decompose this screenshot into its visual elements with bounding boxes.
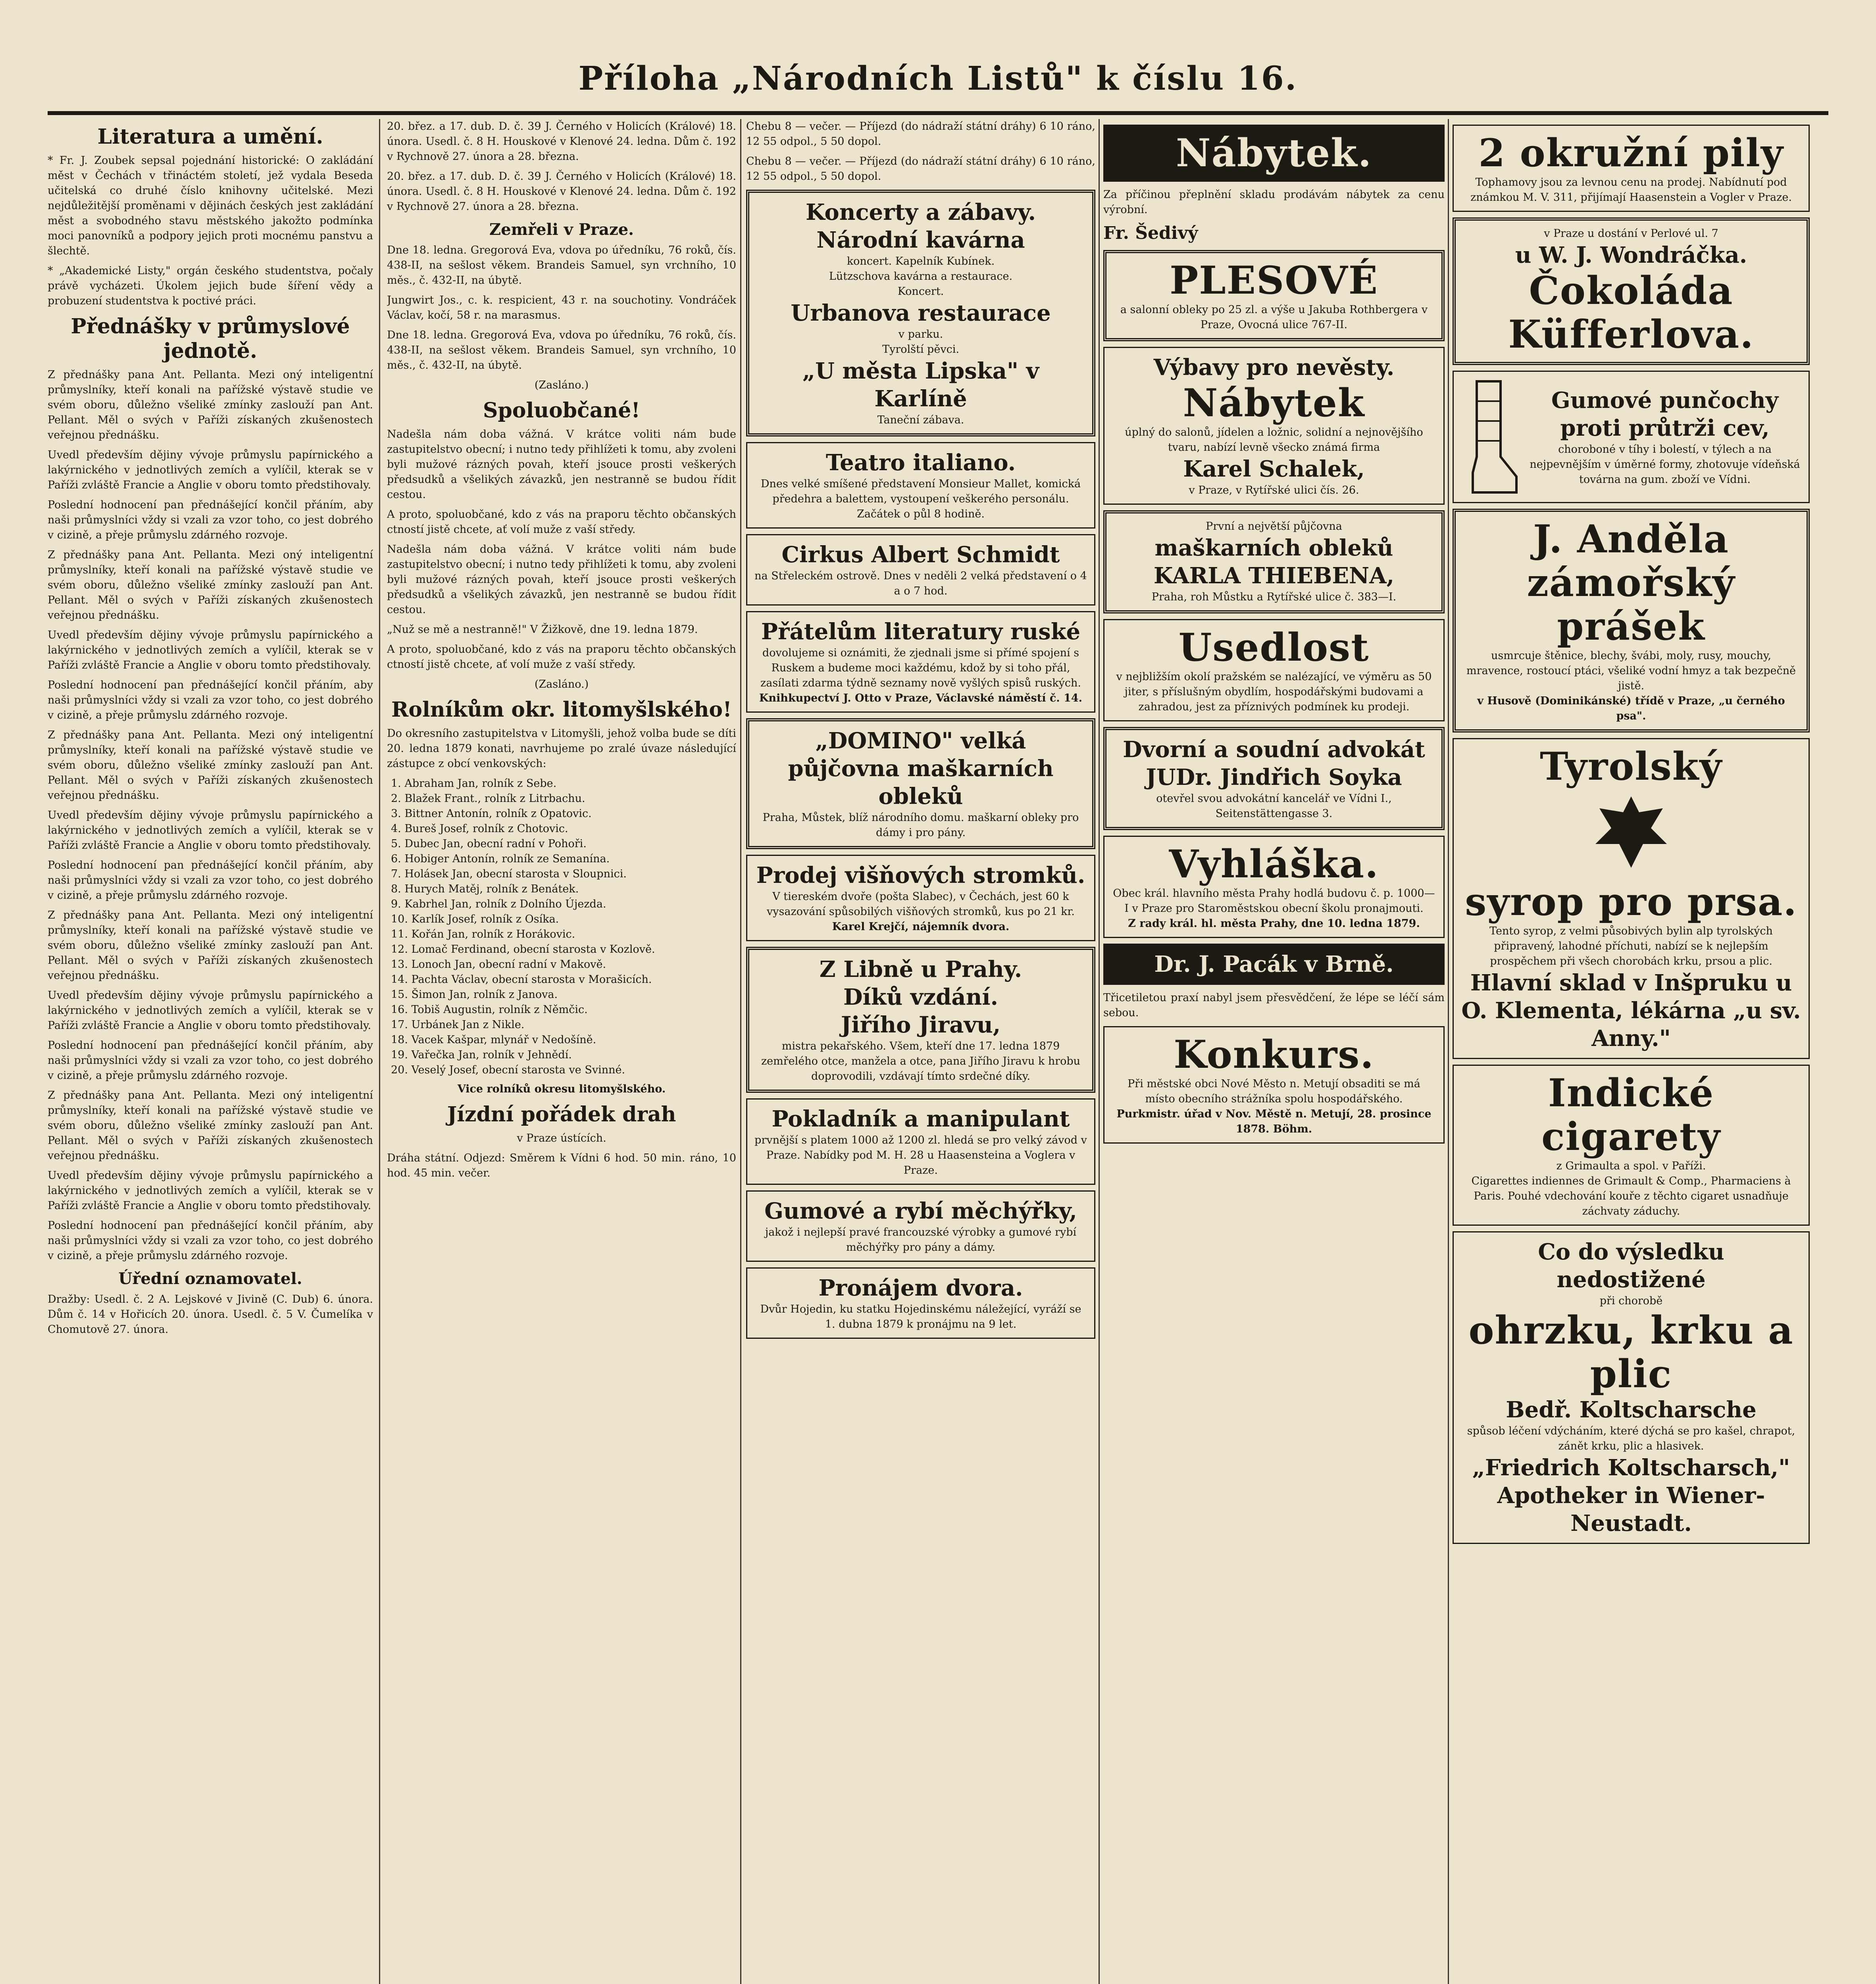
ad-notice	[1103, 836, 1445, 938]
article-paragraph: Uvedl především dějiny vývoje průmyslu papírnického a lakýrnického v jednotlivých zemích a vylíčil, kterak se v Paříži zvláště Francie a Anglie v oboru tomto předstihovaly.	[48, 809, 373, 852]
ad-body	[1528, 386, 1801, 487]
ad-text: Dvůr Hojedin, ku statku Hojedinskému náležející, vyráží se 1. dubna 1879 k pronájmu na 9 let.	[760, 1303, 1081, 1330]
ad-text: Cigarettes indiennes de Grimault & Comp., Pharmaciens à Paris. Pouhé vdechování kouře z těchto cigaret usnadňuje záchvaty záduchy.	[1471, 1175, 1791, 1217]
ad-text: dovolujeme si oznámiti, že zjednali jsme si přímé spojení s Ruskem a budeme moci každému, kdož by si toho přál, zasílati zdarma týdně seznamy nově vyšlých spisů ruských.	[760, 647, 1081, 689]
ad-line: v Praze u dostání v Perlové ul. 7	[1544, 227, 1718, 240]
ad-line: Čokoláda	[1529, 268, 1734, 313]
ad-tyrol-syrup	[1453, 738, 1810, 1059]
ad-sign: Hlavní sklad v Inšpruku u O. Klementa, lékárna „u sv. Anny."	[1461, 970, 1801, 1052]
ad-line: Koncert.	[897, 285, 944, 298]
ad-title: Co do výsledku nedostižené	[1538, 1239, 1724, 1293]
ad-inhalation	[1453, 1231, 1810, 1544]
article-paragraph: Uvedl především dějiny vývoje průmyslu papírnického a lakýrnického v jednotlivých zemích a vylíčil, kterak se v Paříži zvláště Francie a Anglie v oboru tomto předstihovaly.	[48, 989, 373, 1032]
ad-ball-dresses	[1103, 250, 1445, 341]
ad-sign: Purkmistr. úřad v Nov. Městě n. Metují, 28. prosince 1878. Böhm.	[1116, 1108, 1432, 1135]
ad-text: Třicetiletou praxí nabyl jsem přesvědčení, že lépe se léčí sám sebou.	[1103, 992, 1445, 1019]
list-item: 2. Blažek Frant., rolník z Litrbachu.	[391, 792, 585, 805]
ad-sign: Fr. Šedivý	[1103, 223, 1198, 243]
article-paragraph: „Nuž se mě a nestranně!" V Žižkově, dne 19. ledna 1879.	[387, 623, 698, 636]
ad-sign: „Friedrich Koltscharsch," Apotheker in Wiener-Neustadt.	[1472, 1455, 1790, 1536]
column-2	[387, 119, 736, 1984]
ad-text: Obec král. hlavního města Prahy hodlá budovu č. p. 1000—I v Praze pro Staroměstskou obecní školu pronajmouti.	[1113, 887, 1435, 915]
ad-text: Při městské obci Nové Město n. Metují obsaditi se má místo obecního strážníka spolu hospodářského.	[1128, 1078, 1420, 1105]
column-5	[1453, 119, 1810, 1984]
ad-subtitle: při chorobě	[1599, 1295, 1663, 1307]
ad-stockings	[1453, 371, 1810, 503]
ad-title: J. Anděla zámořský prášek	[1527, 517, 1736, 649]
ad-title: Pokladník a manipulant	[772, 1106, 1070, 1132]
ad-text: spůsob léčení vdýcháním, které dýchá se pro kašel, chrapot, zánět krku, plic a hlasivek.	[1467, 1425, 1795, 1452]
column-divider	[1099, 119, 1100, 1984]
ad-title: „DOMINO" velká půjčovna maškarních obleků	[788, 728, 1054, 809]
ad-text: mistra pekařského. Všem, kteří dne 17. ledna 1879 zemřelého otce, manžela a otce, pana Jiřího Jiravu k hrobu doprovodili, vzdávají tímto srdečné díky.	[761, 1040, 1081, 1082]
ad-cashier	[746, 1098, 1095, 1185]
article-paragraph: Chebu 8 — večer. — Příjezd (do nádraží státní dráhy) 6 10 ráno, 12 55 odpol., 5 50 dopol.	[746, 120, 1095, 148]
list-item: 3. Bittner Antonín, rolník z Opatovic.	[391, 807, 592, 820]
section-heading-deaths: Zemřeli v Praze.	[489, 220, 634, 239]
ad-cigarettes	[1453, 1065, 1810, 1226]
list-item: 15. Šimon Jan, rolník z Janova.	[391, 988, 558, 1001]
ad-line: Urbanova restaurace	[791, 300, 1051, 326]
article-paragraph: Uvedl především dějiny vývoje průmyslu papírnického a lakýrnického v jednotlivých zemích a vylíčil, kterak se v Paříži zvláště Francie a Anglie v oboru tomto předstihovaly.	[48, 1169, 373, 1212]
ad-title: Gumové a rybí měchýřky,	[764, 1198, 1077, 1224]
ad-title: Vyhláška.	[1169, 842, 1379, 886]
ad-text: otevřel svou advokátní kancelář ve Vídni I., Seitenstättengasse 3.	[1156, 792, 1392, 820]
list-item: 10. Karlík Josef, rolník z Osíka.	[391, 913, 559, 925]
ad-sign: Karel Krejčí, nájemník dvora.	[832, 921, 1010, 933]
article-paragraph: * „Akademické Listy," orgán českého studentstva, počaly právě vycházeti. Úkolem jejich bude šíření vědy a probuzení studentstva k poctivé práci.	[48, 265, 373, 307]
article-paragraph: 20. břez. a 17. dub. D. č. 39 J. Černého v Holicích (Králové) 18. února. Usedl. č. 8 H. Houskové v Klenové 24. ledna. Dům č. 192 v Rychnově 27. února a 28. března.	[387, 120, 736, 163]
ad-cherry-trees	[746, 855, 1095, 941]
page-title: Příloha „Národních Listů" k číslu 16.	[48, 60, 1828, 115]
ad-concerts	[746, 190, 1095, 436]
section-heading-lectures: Přednášky v průmyslové jednotě.	[71, 314, 350, 363]
ad-line: Küfferlova.	[1508, 312, 1754, 357]
article-paragraph: Z přednášky pana Ant. Pellanta. Mezi oný inteligentní průmyslníky, kteří konali na pařížské výstavě studie ve svém oboru, důležno všeliké zmínky zaslouží pan Ant. Pellant. Měl o svých v Paříži získaných zkušenostech veřejnou přednášku.	[48, 369, 373, 441]
ad-title: Přátelům literatury ruské	[761, 619, 1081, 645]
ad-title: Výbavy pro nevěsty.	[1153, 354, 1395, 381]
list-item: 16. Tobiš Augustin, rolník z Němčic.	[391, 1004, 588, 1016]
ad-title: Teatro italiano.	[825, 450, 1016, 476]
list-item: 18. Vacek Kašpar, mlynář v Nedošíně.	[391, 1034, 596, 1046]
ad-text: Praha, Můstek, blíž národního domu. maškarní obleky pro dámy i pro pány.	[762, 811, 1079, 839]
ad-name: Jiřího Jiravu,	[841, 1012, 1001, 1038]
ad-line: Taneční zábava.	[877, 414, 964, 426]
ad-title: Tyrolský	[1539, 744, 1723, 789]
ad-line: Lützschova kavárna a restaurace.	[829, 270, 1013, 283]
sent-in-label: (Zasláno.)	[534, 678, 589, 690]
ad-title: Dr. J. Pacák v Brně.	[1154, 951, 1394, 977]
article-paragraph: Chebu 8 — večer. — Příjezd (do nádraží státní dráhy) 6 10 ráno, 12 55 odpol., 5 50 dopol.	[746, 155, 1095, 183]
ad-text: v nejbližším okolí pražském se nalézající, ve výměru as 50 jiter, s příslušným obydlím, hospodářskými budovami a zahradou, jest za příznivých podmínek ku prodeji.	[1116, 671, 1432, 713]
subheading: v Praze ústících.	[517, 1132, 606, 1144]
article-paragraph: A proto, spoluobčané, kdo z vás na praporu těchto občanských ctností jistě chcete, ať volí muže z vaší středy.	[387, 643, 736, 671]
ad-line: „U města Lipska" v Karlíně	[802, 358, 1039, 412]
ad-rubber-goods	[746, 1190, 1095, 1262]
ad-title: Konkurs.	[1174, 1032, 1374, 1077]
ad-big: Nábytek	[1183, 381, 1365, 425]
article-paragraph: A proto, spoluobčané, kdo z vás na praporu těchto občanských ctností jistě chcete, ať volí muže z vaší středy.	[387, 508, 736, 536]
article-paragraph: Uvedl především dějiny vývoje průmyslu papírnického a lakýrnického v jednotlivých zemích a vylíčil, kterak se v Paříži zvláště Francie a Anglie v oboru tomto předstihovaly.	[48, 449, 373, 491]
ad-name: Karel Schalek,	[1183, 456, 1365, 482]
ad-doctor	[1103, 944, 1445, 985]
section-heading-timetable: Jízdní pořádek drah	[447, 1102, 676, 1127]
list-item: 17. Urbánek Jan z Nikle.	[391, 1019, 525, 1031]
ad-furniture	[1103, 125, 1445, 182]
ad-line: maškarních obleků	[1154, 535, 1393, 561]
candidate-list	[391, 776, 736, 1078]
ad-costume-rental	[1103, 510, 1445, 613]
ad-title: Nábytek.	[1176, 131, 1372, 175]
article-paragraph: Z přednášky pana Ant. Pellanta. Mezi oný inteligentní průmyslníky, kteří konali na pařížské výstavě studie ve svém oboru, důležno všeliké zmínky zaslouží pan Ant. Pellant. Měl o svých v Paříži získaných zkušenostech veřejnou přednášku.	[48, 909, 373, 982]
ad-big: ohrzku, krku a plic	[1468, 1308, 1794, 1396]
list-item: 4. Bureš Josef, rolník z Chotovic.	[391, 823, 568, 835]
ad-big: syrop pro prsa.	[1465, 879, 1797, 924]
ad-title: Cirkus Albert Schmidt	[781, 542, 1060, 568]
article-paragraph: Poslední hodnocení pan přednášející končil přáním, aby naši průmyslníci vždy si vzali za vzor toho, co jest dobrého v cizině, a přeje průmyslu zdárného rozvoje.	[48, 1039, 373, 1082]
ad-title: Z Libně u Prahy.	[819, 956, 1022, 982]
article-paragraph: Dne 18. ledna. Gregorová Eva, vdova po úředníku, 76 roků, čís. 438-II, na sešlost věkem. Brandeis Samuel, syn vrchního, 10 měs., č. 432-II, na úbytě.	[387, 329, 736, 371]
column-divider	[740, 119, 741, 1984]
ad-title: Dvorní a soudní advokát JUDr. Jindřich Soyka	[1123, 736, 1425, 790]
list-item: 7. Holásek Jan, obecní starosta v Sloupnici.	[391, 868, 627, 880]
ad-domino	[746, 718, 1095, 849]
ad-title: Usedlost	[1178, 625, 1370, 670]
ad-sign: Knihkupectví J. Otto v Praze, Václavské náměstí č. 14.	[759, 692, 1083, 704]
ad-powder	[1453, 509, 1810, 732]
ad-subtitle: Díků vzdání.	[843, 984, 999, 1010]
column-4	[1103, 119, 1445, 1984]
ad-sign: Z rady král. hl. města Prahy, dne 10. ledna 1879.	[1128, 917, 1420, 930]
ad-text: Tento syrop, z velmi působivých bylin alp tyrolských připravený, lahodné příchuti, nabízí se k nejlepším prospěchem při všech chorobách krku, prsou a plic.	[1489, 925, 1773, 967]
section-heading-official: Úřední oznamovatel.	[118, 1269, 302, 1288]
list-item: 12. Lomač Ferdinand, obecní starosta v Kozlově.	[391, 943, 655, 955]
column-divider	[1448, 119, 1449, 1984]
list-item: 13. Lonoch Jan, obecní radní v Makově.	[391, 958, 606, 971]
ad-text: Za příčinou přeplnění skladu prodávám nábytek za cenu výrobní.	[1103, 188, 1445, 216]
list-item: 11. Kořán Jan, rolník z Horákovic.	[391, 928, 575, 940]
article-paragraph: Nadešla nám doba vážná. V krátce voliti nám bude zastupitelstvo obecní; i nutno tedy přihlížeti k tomu, aby zvoleni byli mužové rázných povah, kteří jsouce prosti veškerých předsudků a všelikých závazků, jen nestranně se budou řídit cestou.	[387, 428, 736, 501]
ad-title: Indické cigarety	[1541, 1071, 1721, 1159]
ad-estate-lease	[746, 1267, 1095, 1339]
section-heading-citizens: Spoluobčané!	[483, 398, 641, 423]
ad-sign: v Husově (Dominikánské) třídě v Praze, „u černého psa".	[1477, 695, 1785, 722]
ad-title: PLESOVÉ	[1170, 258, 1378, 303]
ad-text: Dnes velké smíšené představení Monsieur Mallet, komická předehra a balettem, vystoupení veškerého personálu. Začátek o půl 8 hodině.	[760, 478, 1081, 520]
ad-addr: v Praze, v Rytířské ulici čís. 26.	[1189, 484, 1359, 496]
list-item: 14. Pachta Václav, obecní starosta v Morašicích.	[391, 973, 652, 986]
stocking-illustration	[1461, 377, 1520, 496]
ad-competition	[1103, 1026, 1445, 1144]
list-item: 5. Dubec Jan, obecní radní v Pohoři.	[391, 838, 587, 850]
article-paragraph: Z přednášky pana Ant. Pellanta. Mezi oný inteligentní průmyslníky, kteří konali na pařížské výstavě studie ve svém oboru, důležno všeliké zmínky zaslouží pan Ant. Pellant. Měl o svých v Paříži získaných zkušenostech veřejnou přednášku.	[48, 729, 373, 802]
ad-saws	[1453, 125, 1810, 212]
ad-thanks	[746, 947, 1095, 1093]
article-paragraph: Nadešla nám doba vážná. V krátce voliti nám bude zastupitelstvo obecní; i nutno tedy přihlížeti k tomu, aby zvoleni byli mužové rázných povah, kteří jsouce prosti veškerých předsudků a všelikých závazků, jen nestranně se budou řídit cestou.	[387, 543, 736, 616]
ad-title: Koncerty a zábavy.	[805, 199, 1036, 225]
ad-circus	[746, 534, 1095, 606]
ad-line: První a největší půjčovna	[1206, 520, 1342, 533]
ad-advocate	[1103, 727, 1445, 830]
list-item: 1. Abraham Jan, rolník z Sebe.	[391, 777, 557, 790]
ad-teatro	[746, 442, 1095, 529]
ad-line: Tyrolští pěvci.	[882, 343, 959, 356]
ad-line: koncert. Kapelník Kubínek.	[847, 255, 995, 267]
article-paragraph: Poslední hodnocení pan přednášející končil přáním, aby naši průmyslníci vždy si vzali za vzor toho, co jest dobrého v cizině, a přeje průmyslu zdárného rozvoje.	[48, 499, 373, 541]
article-paragraph: Jungwirt Jos., c. k. respicient, 43 r. na souchotiny. Vondráček Václav, kočí, 58 r. na marasmus.	[387, 294, 736, 321]
list-item: 6. Hobiger Antonín, rolník ze Semanína.	[391, 853, 610, 865]
ad-text: jakož i nejlepší pravé francouzské výrobky a gumové rybí měchýřky pro pány a dámy.	[765, 1226, 1077, 1253]
ad-line: KARLA THIEBENA,	[1153, 563, 1395, 589]
article-paragraph: Z přednášky pana Ant. Pellanta. Mezi oný inteligentní průmyslníky, kteří konali na pařížské výstavě studie ve svém oboru, důležno všeliké zmínky zaslouží pan Ant. Pellant. Měl o svých v Paříži získaných zkušenostech veřejnou přednášku.	[48, 1089, 373, 1162]
ad-text: choroboné v tíhy i bolestí, v týlech a na nejpevnějším v úměrné formy, zhotovuje vídeňská továrna na gum. zboží ve Vídni.	[1530, 443, 1800, 486]
section-heading-farmers: Rolníkům okr. litomyšlského!	[391, 698, 732, 722]
ad-name: Bedř. Koltscharsche	[1506, 1397, 1757, 1423]
ad-subtitle: z Grimaulta a spol. v Paříži.	[1556, 1160, 1706, 1172]
ad-line: u W. J. Wondráčka.	[1515, 242, 1747, 268]
article-paragraph: Poslední hodnocení pan přednášející končil přáním, aby naši průmyslníci vždy si vzali za vzor toho, co jest dobrého v cizině, a přeje průmyslu zdárného rozvoje.	[48, 859, 373, 902]
column-divider	[379, 119, 380, 1984]
ad-trousseau	[1103, 347, 1445, 505]
ad-text: a salonní obleky po 25 zl. a výše u Jakuba Rothbergera v Praze, Ovocná ulice 767-II.	[1120, 304, 1428, 331]
list-item: 9. Kabrhel Jan, rolník z Dolního Újezda.	[391, 898, 606, 910]
sent-in-label: (Zasláno.)	[534, 379, 589, 391]
ad-chocolate	[1453, 217, 1810, 365]
article-paragraph: Do okresního zastupitelstva v Litomyšli, jehož volba bude se díti 20. ledna 1879 konati, navrhujeme po zralé úvaze následující zástupce z obcí venkovských:	[387, 727, 736, 770]
section-heading-literature: Literatura a umění.	[97, 125, 323, 149]
ad-russian-literature	[746, 611, 1095, 713]
ad-title: Gumové punčochy proti průtrži cev,	[1551, 387, 1779, 441]
column-1	[48, 119, 373, 1984]
column-3	[746, 119, 1095, 1984]
ad-text: úplný do salonů, jídelen a ložnic, solidní a nejnovějšího tvaru, nabízí levně všecko známá firma	[1125, 426, 1423, 454]
ad-line: Národní kavárna	[816, 227, 1025, 253]
ad-title: Prodej višňových stromků.	[756, 862, 1085, 888]
ad-text: usmrcuje štěnice, blechy, švábi, moly, rusy, mouchy, mravence, rostoucí ptáci, všeliké vodní hmyz a tak bezpečně jistě.	[1466, 650, 1796, 692]
signature: Vice rolníků okresu litomyšlského.	[457, 1083, 666, 1095]
eagle-emblem-icon	[1587, 788, 1675, 876]
article-paragraph: Dráha státní. Odjezd: Směrem k Vídni 6 hod. 50 min. ráno, 10 hod. 45 min. večer.	[387, 1152, 736, 1179]
article-paragraph: Z přednášky pana Ant. Pellanta. Mezi oný inteligentní průmyslníky, kteří konali na pařížské výstavě studie ve svém oboru, důležno všeliké zmínky zaslouží pan Ant. Pellant. Měl o svých v Paříži získaných zkušenostech veřejnou přednášku.	[48, 549, 373, 621]
list-item: 20. Veselý Josef, obecní starosta ve Svinné.	[391, 1064, 625, 1076]
article-paragraph: Dražby: Usedl. č. 2 A. Lejskové v Jivině (C. Dub) 6. února. Dům č. 14 v Hořicích 20. února. Usedl. č. 5 V. Čumelíka v Chomutově 27. února.	[48, 1293, 373, 1336]
ad-text: V tiereském dvoře (pošta Slabec), v Čechách, jest 60 k vysazování spůsobilých višňových stromků, kus po 21 kr.	[767, 890, 1075, 918]
ad-title: Pronájem dvora.	[818, 1275, 1023, 1301]
ad-text: na Střeleckém ostrově. Dnes v neděli 2 velká představení o 4 a o 7 hod.	[754, 570, 1087, 597]
ad-text: Tophamovy jsou za levnou cenu na prodej. Nabídnutí pod známkou M. V. 311, přijímají Haasenstein a Vogler v Praze.	[1470, 176, 1792, 204]
list-item: 8. Hurych Matěj, rolník z Benátek.	[391, 883, 579, 895]
article-paragraph: Dne 18. ledna. Gregorová Eva, vdova po úředníku, 76 roků, čís. 438-II, na sešlost věkem. Brandeis Samuel, syn vrchního, 10 měs., č. 432-II, na úbytě.	[387, 244, 736, 286]
ad-homestead	[1103, 619, 1445, 721]
article-paragraph: Poslední hodnocení pan přednášející končil přáním, aby naši průmyslníci vždy si vzali za vzor toho, co jest dobrého v cizině, a přeje průmyslu zdárného rozvoje.	[48, 679, 373, 721]
ad-title: 2 okružní pily	[1478, 131, 1784, 175]
ad-line: Praha, roh Můstku a Rytířské ulice č. 383—I.	[1151, 591, 1397, 603]
article-paragraph: Poslední hodnocení pan přednášející končil přáním, aby naši průmyslníci vždy si vzali za vzor toho, co jest dobrého v cizině, a přeje průmyslu zdárného rozvoje.	[48, 1219, 373, 1262]
list-item: 19. Vařečka Jan, rolník v Jehnědí.	[391, 1049, 572, 1061]
ad-line: v parku.	[898, 328, 943, 340]
article-paragraph: 20. břez. a 17. dub. D. č. 39 J. Černého v Holicích (Králové) 18. února. Usedl. č. 8 H. Houskové v Klenové 24. ledna. Dům č. 192 v Rychnově 27. února a 28. března.	[387, 170, 736, 213]
ad-text: prvnější s platem 1000 až 1200 zl. hledá se pro velký závod v Praze. Nabídky pod M. H. 28 u Haasensteina a Voglera v Praze.	[754, 1134, 1087, 1177]
article-paragraph: Uvedl především dějiny vývoje průmyslu papírnického a lakýrnického v jednotlivých zemích a vylíčil, kterak se v Paříži zvláště Francie a Anglie v oboru tomto předstihovaly.	[48, 629, 373, 671]
article-paragraph: * Fr. J. Zoubek sepsal pojednání historické: O zakládání měst v Čechách v třináctém století, jež vydala Beseda učitelská co druhé číslo knihovny učitelské. Mezi nejdůležitější proměnami v dějinách českých jest zakládání měst a svobodného stavu městského jakožto podmínka moci panovníků a podpory jejich proti mocnému panstvu a šlechtě.	[48, 154, 373, 257]
